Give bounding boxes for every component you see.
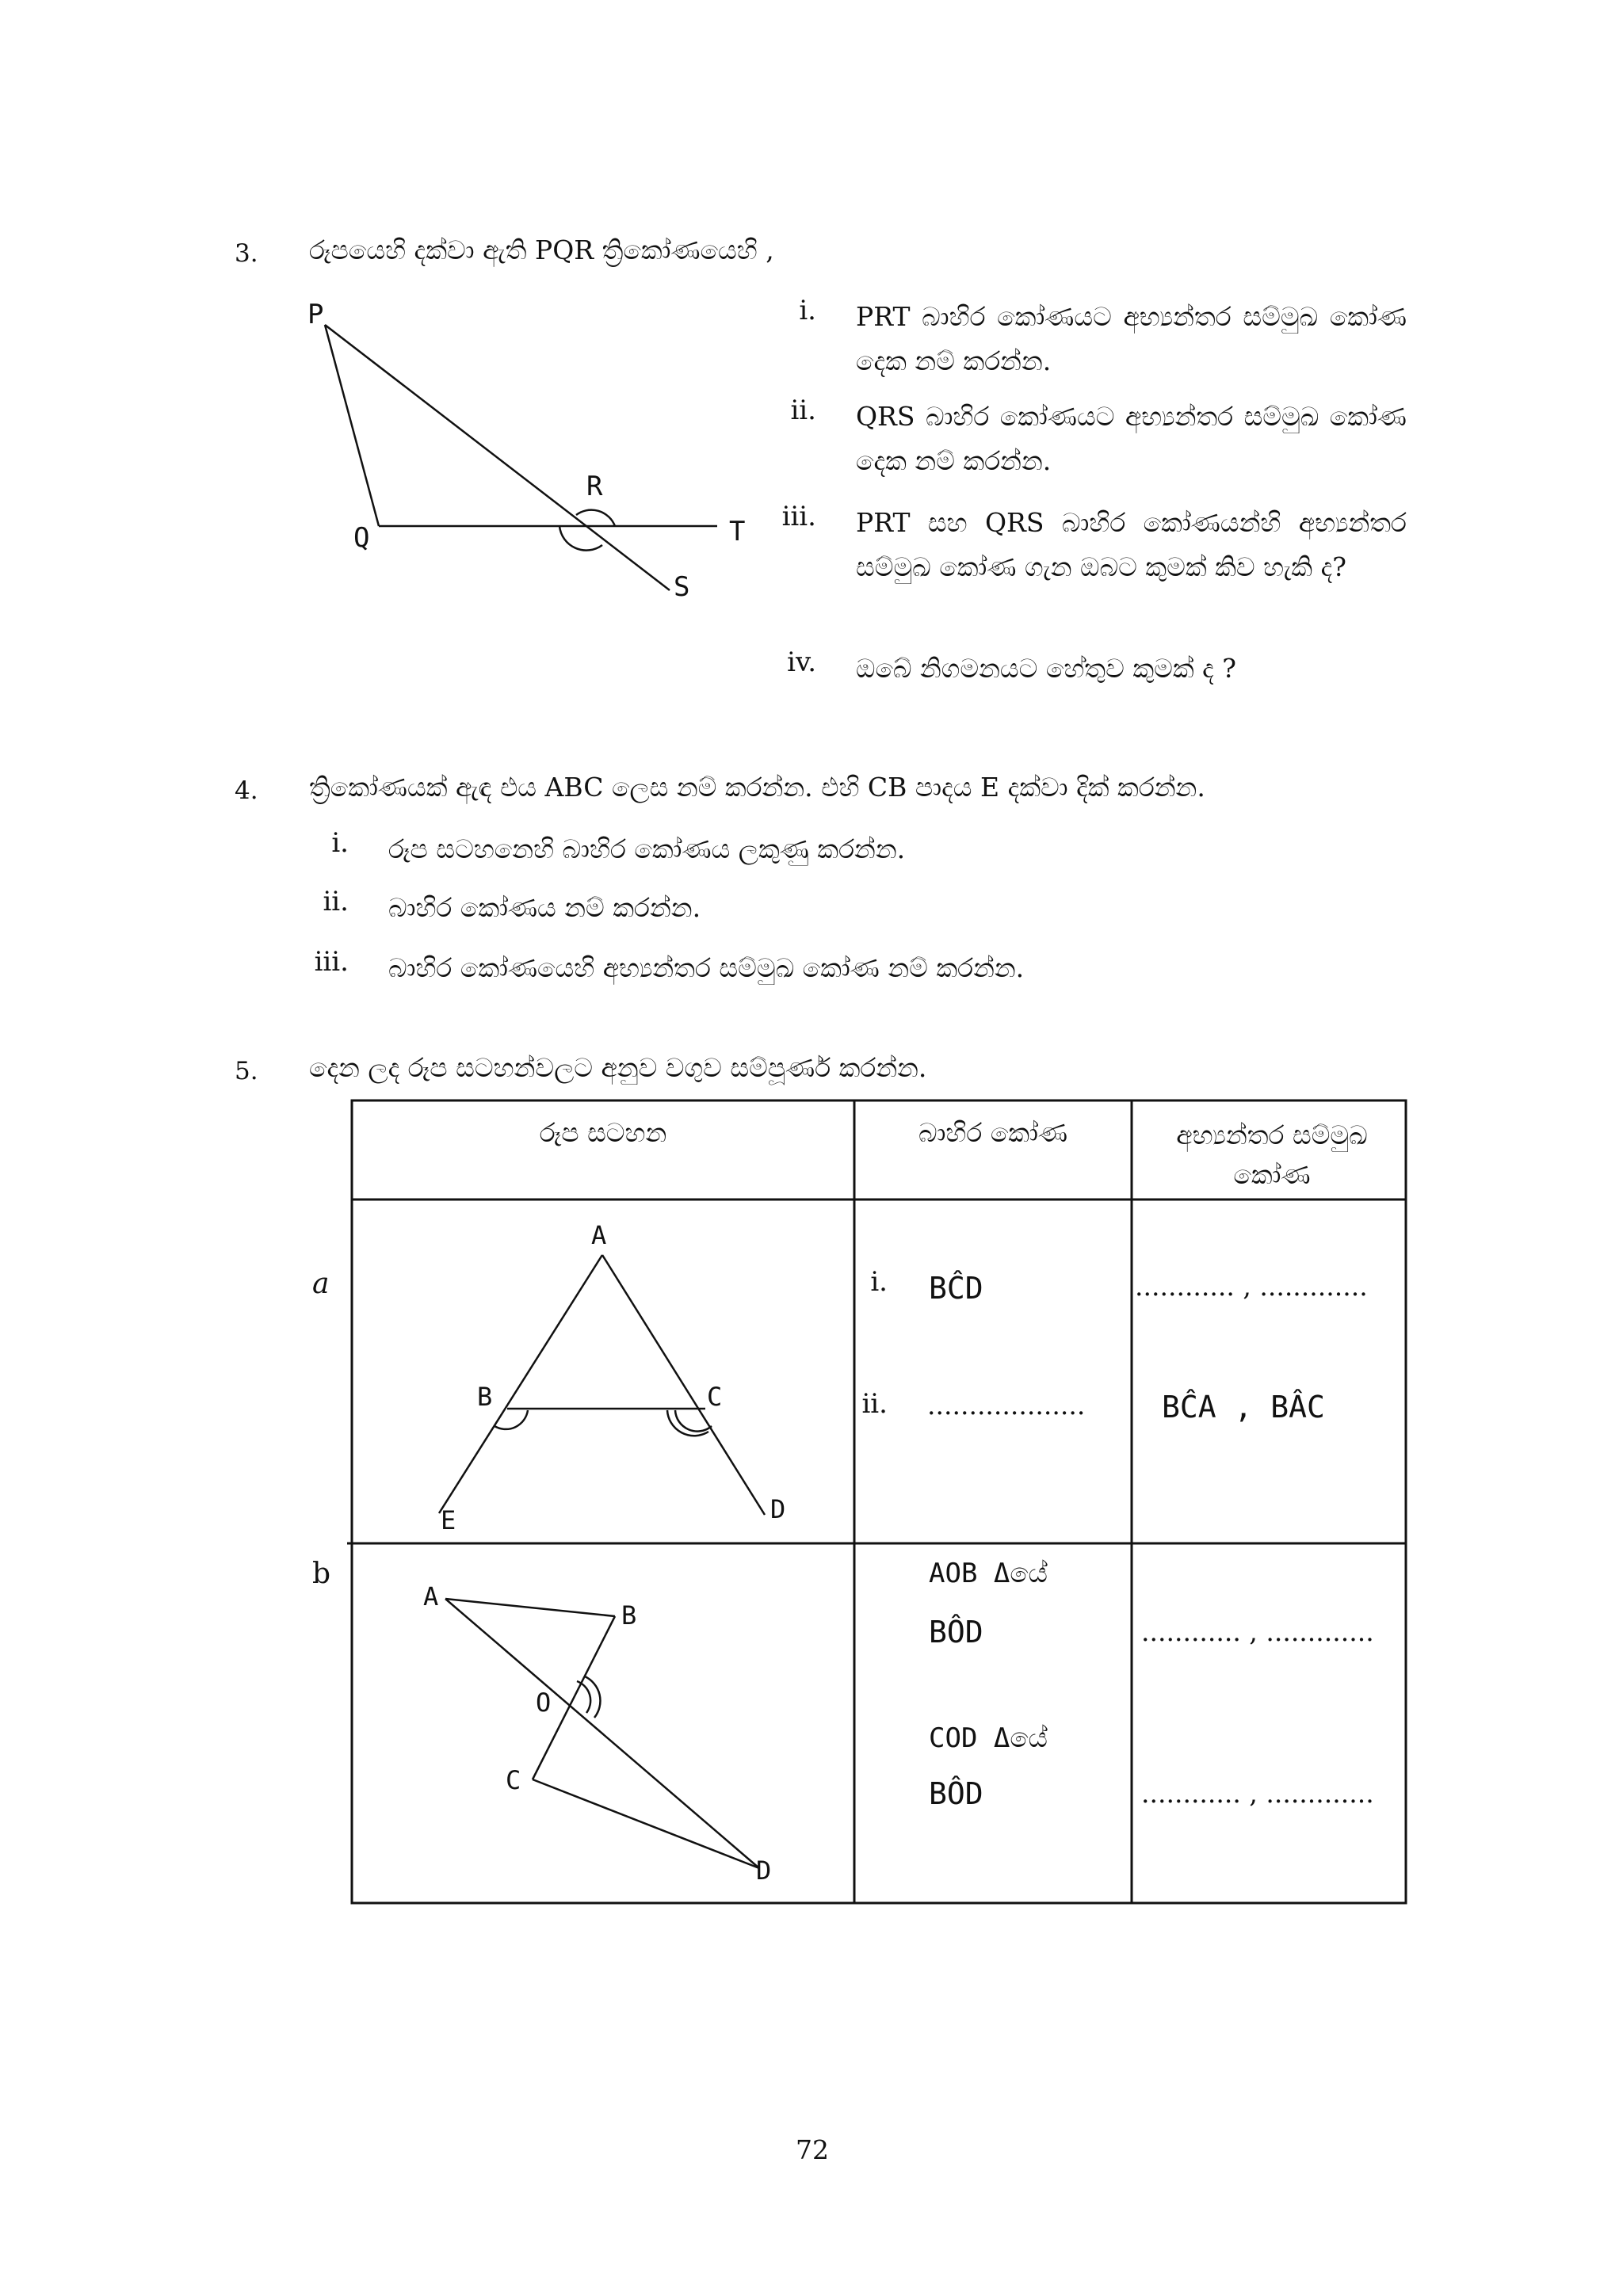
q4-part-i-num: i. <box>331 827 349 859</box>
row-b-line-cd <box>533 1779 759 1868</box>
row-a-label-a: A <box>591 1220 607 1250</box>
row-a-ext-2: ................... <box>927 1390 1086 1421</box>
q3-part-iii-num: iii. <box>781 501 816 532</box>
q3-part-i-num: i. <box>799 295 816 326</box>
q3-part-ii-text: QRS බාහිර කෝණයට අභ්‍යන්තර සම්මුඛ කෝණ දෙක නම් කරන්න. <box>856 401 1407 476</box>
q4-intro: ත්‍රිකෝණයක් ඇඳ එය ABC ලෙස නම් කරන්න. එහි CB පාදය E දක්වා දික් කරන්න. <box>309 772 1205 803</box>
row-b-ext-1-title: AOB Δයේ <box>929 1558 1048 1589</box>
label-r: R <box>586 471 603 502</box>
row-a-angle-b-arc <box>495 1410 528 1429</box>
label-t: T <box>729 516 746 547</box>
label-q: Q <box>353 522 370 554</box>
q4-part-ii-text: බාහිර කෝණය නම් කරන්න. <box>388 892 701 923</box>
row-b-line-ab <box>445 1599 615 1616</box>
q3-part-iv-num: iv. <box>787 646 816 678</box>
row-b-label-a: A <box>423 1581 439 1611</box>
q3-intro: රූපයෙහි දක්වා ඇති PQR ත්‍රිකෝණයෙහි , <box>309 235 774 265</box>
row-a-label-b: B <box>477 1382 493 1412</box>
q4-part-iii-num: iii. <box>314 946 349 978</box>
row-b-ext-1: BÔD <box>929 1615 983 1650</box>
row-a-line-ae <box>439 1255 602 1513</box>
row-b-label-o: O <box>536 1688 552 1718</box>
table-header-interior: අභ්‍යන්තර සම්මුඛ කෝණ <box>1176 1119 1368 1190</box>
q3-part-iv-text: ඔබේ නිගමනයට හේතුව කුමක් ද ? <box>856 653 1236 684</box>
q5-number: 5. <box>235 1057 258 1085</box>
row-b-ext-2-title: COD Δයේ <box>929 1722 1048 1754</box>
q5-intro: දෙන ලද රූප සටහන්වලට අනුව වගුව සම්පූර්ණ කරන්න. <box>309 1052 927 1083</box>
q4-part-ii-num: ii. <box>323 886 349 917</box>
row-b-figure <box>412 1569 792 1886</box>
label-p: P <box>307 299 324 330</box>
row-a-label-d: D <box>770 1494 786 1524</box>
q3-part-ii-num: ii. <box>790 395 816 426</box>
table-header-exterior: බාහිර කෝණ <box>918 1117 1068 1148</box>
q4-part-i-text: රූප සටහනෙහි බාහිර කෝණය ලකුණු කරන්න. <box>388 833 906 864</box>
row-a-ext-1-num: i. <box>870 1266 888 1298</box>
row-b-int-1: ............ , ............. <box>1141 1616 1374 1647</box>
q3-number: 3. <box>235 239 258 268</box>
table-header-figure: රූප සටහන <box>539 1117 667 1148</box>
row-a-ext-1: BĈD <box>929 1271 983 1306</box>
row-b-int-2: ............ , ............. <box>1141 1778 1374 1809</box>
row-a-label-e: E <box>441 1505 456 1535</box>
q3-part-i-text: PRT බාහිර කෝණයට අභ්‍යන්තර සම්මුඛ කෝණ දෙක නම් කරන්න. <box>856 301 1407 376</box>
row-b-label-b: B <box>621 1600 637 1630</box>
row-a-triangle-figure <box>428 1220 792 1537</box>
row-b-ext-2: BÔD <box>929 1776 983 1811</box>
row-a-ext-2-num: ii. <box>861 1388 888 1420</box>
label-s: S <box>674 571 690 603</box>
row-b-label-c: C <box>506 1765 521 1795</box>
row-a-int-1: ............ , ............. <box>1135 1271 1368 1302</box>
row-a-label: a <box>312 1268 330 1300</box>
row-b-label-d: D <box>756 1855 772 1886</box>
row-a-int-2: BĈA , BÂC <box>1162 1390 1325 1425</box>
row-a-label-c: C <box>707 1382 723 1412</box>
page-number: 72 <box>796 2134 829 2165</box>
row-a-line-ad <box>602 1255 765 1515</box>
row-b-label: b <box>312 1558 331 1590</box>
q4-part-iii-text: බාහිර කෝණයෙහි අභ්‍යන්තර සම්මුඛ කෝණ නම් කරන්න. <box>388 952 1025 983</box>
q4-number: 4. <box>235 776 258 805</box>
q3-part-iii-text: PRT සහ QRS බාහිර කෝණයන්හි අභ්‍යන්තර සම්මුඛ කෝණ ගැන ඔබට කුමක් කිව හැකි ද? <box>856 507 1407 582</box>
